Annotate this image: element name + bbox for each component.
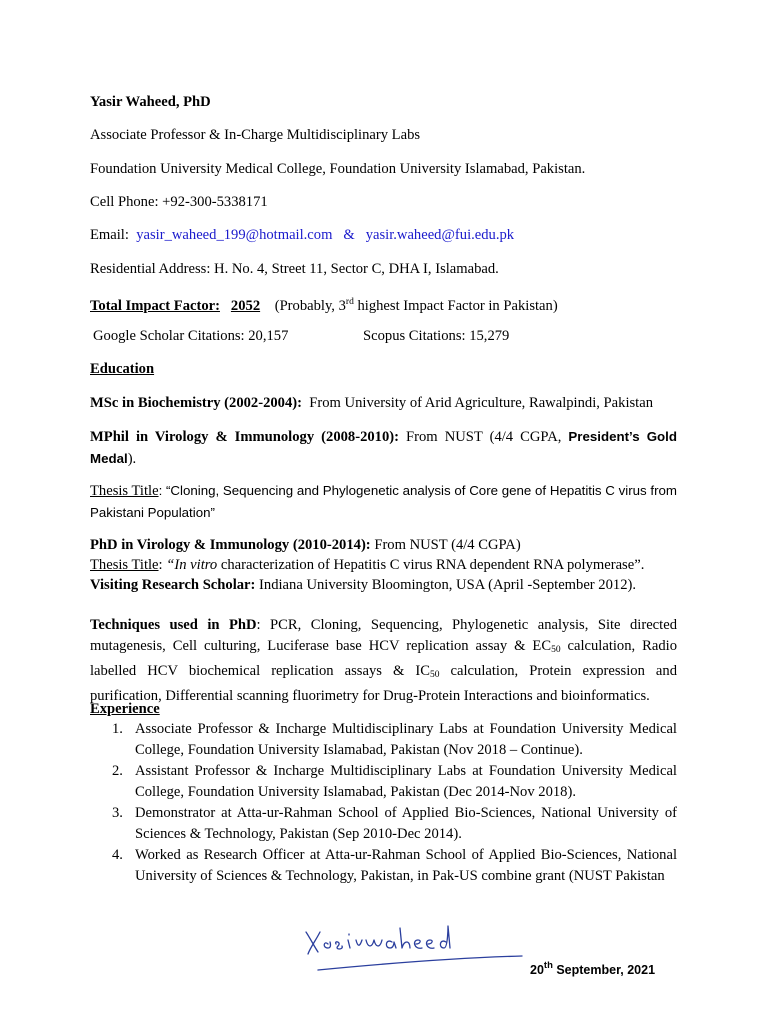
cv-name: Yasir Waheed, PhD bbox=[90, 94, 211, 110]
cell-label: Cell Phone: bbox=[90, 194, 163, 210]
list-item: 1. Associate Professor & Incharge Multidisciplinary Labs at Foundation University Medical College, Foundation University Islamabad, Pakistan (Nov 2018 – Continue). bbox=[112, 721, 677, 758]
phd-thesis: Thesis Title: “In vitro characterization of Hepatitis C virus RNA dependent RNA polymerase”. bbox=[90, 557, 645, 573]
email-line bbox=[90, 225, 514, 245]
experience-list bbox=[90, 719, 677, 887]
list-item: 4. Worked as Research Officer at Atta-ur-Rahman School of Applied Bio-Sciences, National University of Sciences & Technology, Pakistan, in Pak-US combine grant (NUST Pakistan bbox=[112, 847, 677, 884]
impact-factor-line bbox=[90, 292, 558, 316]
impact-value: 2052 bbox=[230, 298, 261, 314]
email-separator: & bbox=[343, 227, 355, 243]
experience-heading: Experience bbox=[90, 701, 160, 717]
signature-date: 20th September, 2021 bbox=[530, 960, 656, 977]
google-scholar-citations: Google Scholar Citations: 20,157 bbox=[93, 328, 289, 344]
cell-phone-line bbox=[90, 192, 268, 212]
cell-value: +92-300-5338171 bbox=[162, 194, 268, 210]
position-line: Associate Professor & In-Charge Multidisciplinary Labs bbox=[90, 127, 421, 143]
education-heading: Education bbox=[90, 361, 155, 377]
list-item: 2. Assistant Professor & Incharge Multidisciplinary Labs at Foundation University Medical College, Foundation University Islamabad, Pakistan (Dec 2014-Nov 2018). bbox=[112, 763, 677, 800]
mphil-entry: MPhil in Virology & Immunology (2008-2010): From NUST (4/4 CGPA, President’s Gold Medal). bbox=[90, 429, 677, 467]
signature-ink bbox=[306, 926, 522, 970]
list-item: 3. Demonstrator at Atta-ur-Rahman School of Applied Bio-Sciences, National University of Sciences & Technology, Pakistan (Sep 2010-Dec 2014). bbox=[112, 805, 677, 842]
institution-line: Foundation University Medical College, Foundation University Islamabad, Pakistan. bbox=[90, 161, 586, 177]
msc-entry: MSc in Biochemistry (2002-2004): From University of Arid Agriculture, Rawalpindi, Pakistan bbox=[90, 395, 654, 411]
email-link-fui[interactable]: yasir.waheed@fui.edu.pk bbox=[365, 227, 515, 243]
impact-note: (Probably, 3rd highest Impact Factor in Pakistan) bbox=[274, 297, 558, 314]
visiting-scholar: Visiting Research Scholar: Indiana University Bloomington, USA (April -September 2012). bbox=[90, 577, 637, 593]
mphil-thesis: Thesis Title: “Cloning, Sequencing and Phylogenetic analysis of Core gene of Hepatitis C virus from Pakistani Population” bbox=[90, 483, 677, 520]
address-line: Residential Address: H. No. 4, Street 11, Sector C, DHA I, Islamabad. bbox=[90, 261, 499, 277]
techniques-paragraph: Techniques used in PhD: PCR, Cloning, Sequencing, Phylogenetic analysis, Site directed mutagenesis, Cell culturing, Luciferase base HCV replication assay & $EC_{50}$ calculation, Radio labelled HCV biochemical replication assays & $IC_{50}$ calculation, Protein expression and purification, Differential scanning fluorimetry for Drug-Protein Interactions and bioinformatics. bbox=[90, 617, 677, 704]
signature-image bbox=[300, 918, 530, 978]
phd-entry: PhD in Virology & Immunology (2010-2014): From NUST (4/4 CGPA) bbox=[90, 537, 521, 553]
scopus-citations: Scopus Citations: 15,279 bbox=[363, 328, 510, 344]
impact-label: Total Impact Factor: bbox=[90, 298, 220, 314]
email-label: Email: bbox=[90, 227, 129, 243]
email-link-hotmail[interactable]: yasir_waheed_199@hotmail.com bbox=[136, 227, 333, 243]
